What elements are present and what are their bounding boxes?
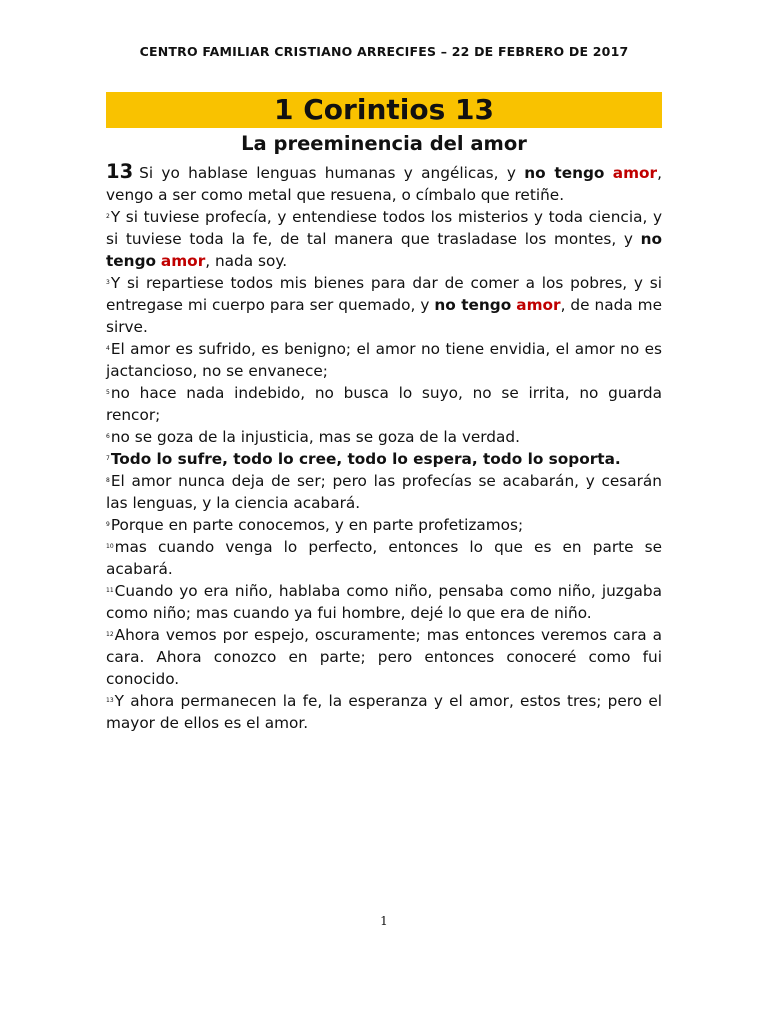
verse-text: , vengo a ser como metal que resuena, o címbalo que retiñe.	[106, 164, 662, 204]
verse-text: , nada soy.	[205, 252, 288, 270]
title-banner	[106, 92, 662, 128]
verse-text: Cuando yo era niño, hablaba como niño, pensaba como niño, juzgaba como niño; mas cuando ya fui hombre, dejé lo que era de niño.	[106, 582, 662, 622]
page-subtitle: La preeminencia del amor	[241, 132, 527, 155]
verse-number: 12	[106, 631, 114, 639]
verse-text: mas cuando venga lo perfecto, entonces lo que es en parte se acabará.	[106, 538, 662, 578]
emphasis-red: amor	[612, 164, 658, 182]
verse-number: 4	[106, 345, 110, 353]
verse-text: Y si tuviese profecía, y entendiese todos los misterios y toda ciencia, y si tuviese toda la fe, de tal manera que trasladase los montes, y	[106, 208, 662, 248]
verse-number: 7	[106, 455, 110, 463]
verse-text-bold: Todo lo sufre, todo lo cree, todo lo espera, todo lo soporta.	[110, 450, 621, 468]
verse-text: Y ahora permanecen la fe, la esperanza y el amor, estos tres; pero el mayor de ellos es el amor.	[106, 692, 662, 732]
verse-7	[106, 448, 662, 470]
verse-text: El amor es sufrido, es benigno; el amor no tiene envidia, el amor no es jactancioso, no se envanece;	[106, 340, 662, 380]
verse-1	[106, 161, 662, 206]
chapter-number: 13	[106, 160, 134, 183]
verse-9	[106, 514, 662, 536]
verse-12	[106, 624, 662, 690]
verse-13	[106, 690, 662, 734]
verse-text: Si yo hablase lenguas humanas y angélicas, y	[139, 164, 525, 182]
verse-number: 2	[106, 213, 110, 221]
verse-number: 8	[106, 477, 110, 485]
emphasis-bold: no tengo	[434, 296, 512, 314]
document-header: CENTRO FAMILIAR CRISTIANO ARRECIFES – 22 DE FEBRERO DE 2017	[139, 44, 629, 59]
verse-text: no hace nada indebido, no busca lo suyo, no se irrita, no guarda rencor;	[106, 384, 662, 424]
verse-number: 6	[106, 433, 110, 441]
verse-number: 10	[106, 543, 114, 551]
page-title: 1 Corintios 13	[274, 93, 494, 126]
verse-6	[106, 426, 662, 448]
emphasis-bold: no tengo	[524, 164, 605, 182]
verse-3	[106, 272, 662, 338]
verse-5	[106, 382, 662, 426]
verse-2	[106, 206, 662, 272]
emphasis-bold: no tengo	[106, 230, 662, 270]
emphasis-red: amor	[516, 296, 561, 314]
verse-text: Y si repartiese todos mis bienes para dar de comer a los pobres, y si entregase mi cuerpo para ser quemado, y	[106, 274, 662, 314]
verse-number: 3	[106, 279, 110, 287]
page-number: 1	[380, 914, 388, 928]
verse-4	[106, 338, 662, 382]
verse-number: 5	[106, 389, 110, 397]
verse-text: Porque en parte conocemos, y en parte profetizamos;	[110, 516, 524, 534]
verse-text: El amor nunca deja de ser; pero las profecías se acabarán, y cesarán las lenguas, y la ciencia acabará.	[106, 472, 662, 512]
verse-text: no se goza de la injusticia, mas se goza de la verdad.	[110, 428, 520, 446]
verse-text: , de nada me sirve.	[106, 296, 662, 336]
verse-number: 11	[106, 587, 114, 595]
emphasis-red: amor	[160, 252, 206, 270]
scripture-body	[106, 161, 662, 734]
verse-number: 9	[106, 521, 110, 529]
verse-text: Ahora vemos por espejo, oscuramente; mas entonces veremos cara a cara. Ahora conozco en parte; pero entonces conoceré como fui conocido.	[106, 626, 662, 688]
verse-10	[106, 536, 662, 580]
verse-8	[106, 470, 662, 514]
verse-number: 13	[106, 697, 114, 705]
verse-11	[106, 580, 662, 624]
